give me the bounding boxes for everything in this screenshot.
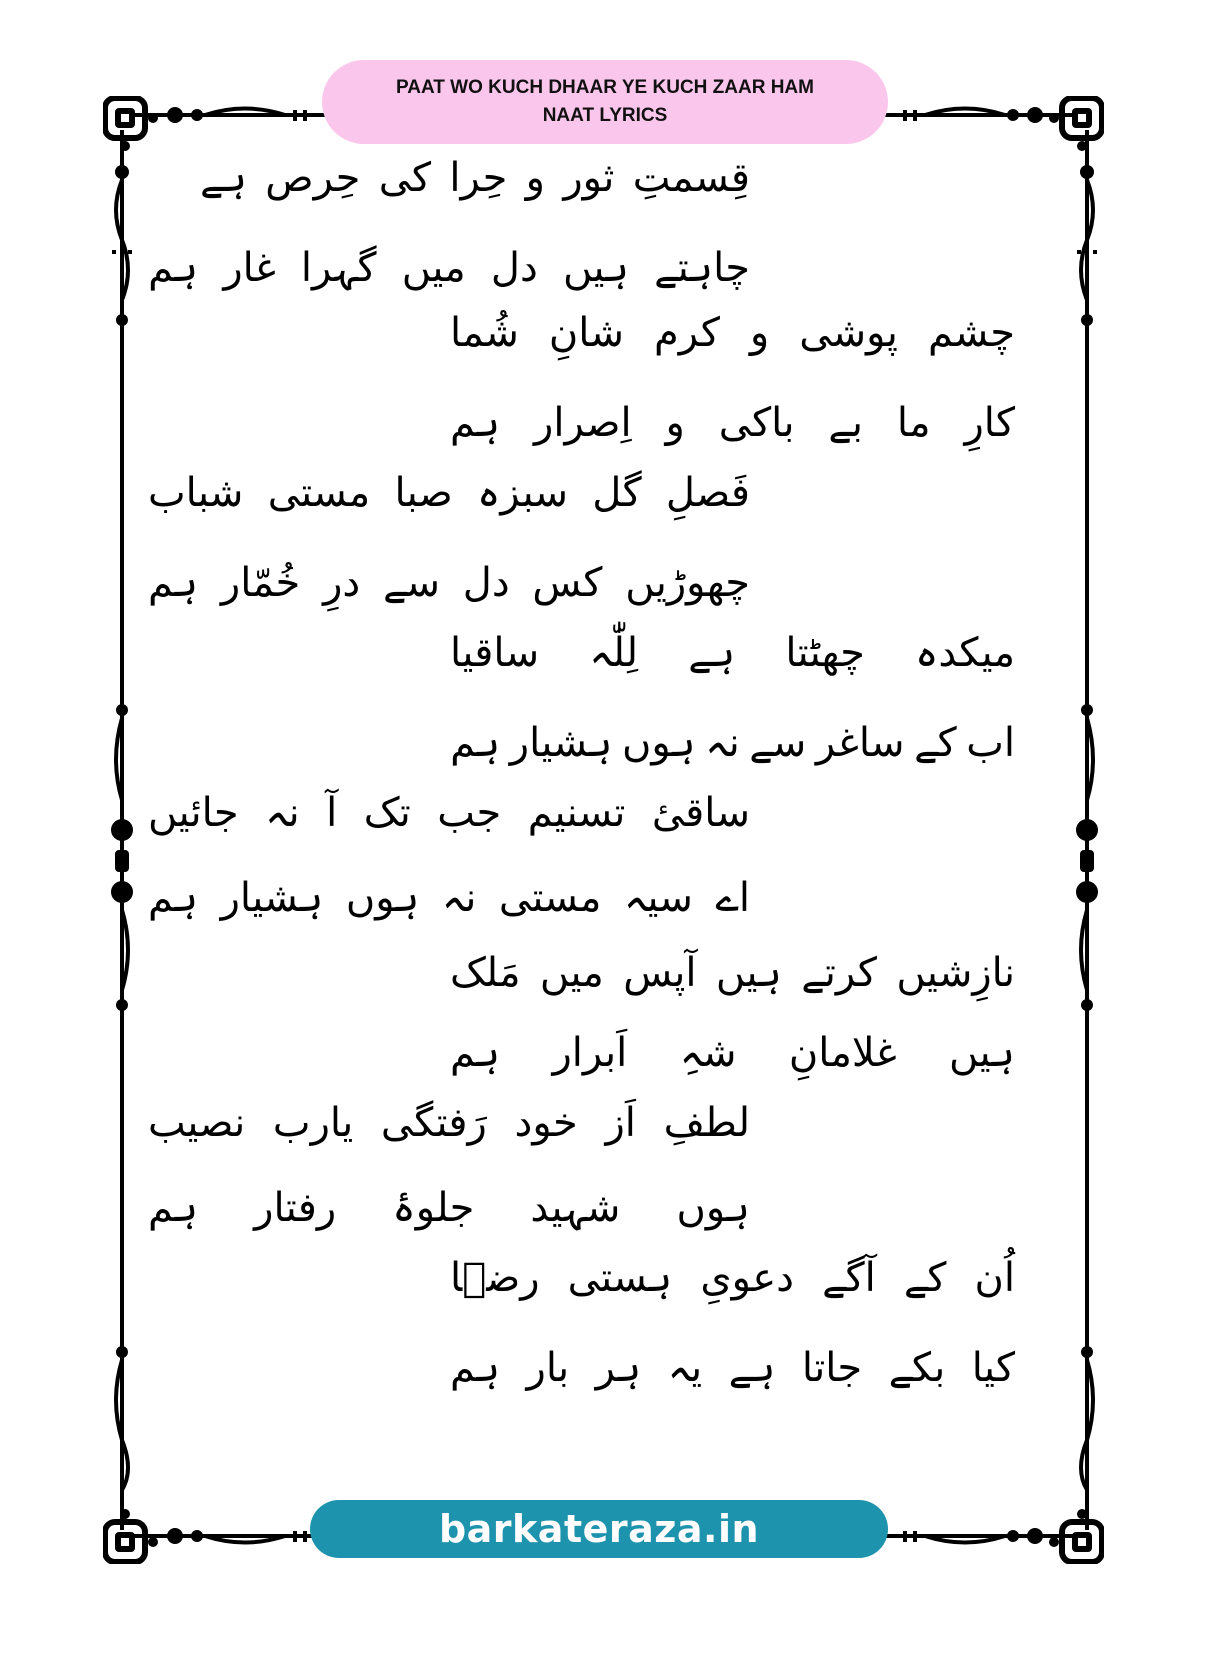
verse-line	[148, 870, 750, 926]
verse-word: قِسمتِ	[632, 155, 750, 201]
verse-word: کرتے	[801, 950, 877, 996]
verse-word: ہر	[595, 1345, 642, 1391]
verse-word: ہیں	[562, 245, 629, 291]
verse-word: مَلک	[450, 950, 521, 996]
verse-word: جائیں	[148, 790, 239, 836]
verse-word: مستی	[267, 470, 371, 516]
verse-line	[450, 945, 1015, 1001]
website-badge[interactable]	[310, 1500, 888, 1558]
verse-word: غار	[223, 245, 276, 291]
page-subtitle: NAAT LYRICS	[542, 105, 668, 126]
verse-line	[450, 625, 1015, 681]
verse-line	[148, 1180, 750, 1236]
verse-word: ہم	[450, 1345, 501, 1391]
verse-word: چاہتے	[654, 245, 750, 291]
verse-word: ہے	[688, 630, 736, 676]
verse-word: ہم	[148, 1185, 199, 1231]
verse-word: نصیب	[148, 1100, 246, 1146]
verse-word: اَبرار	[552, 1030, 628, 1076]
verse-line	[148, 240, 750, 296]
verse-word: ہم	[450, 400, 501, 446]
verse-word: ما	[896, 400, 931, 446]
verse-word: بے	[828, 400, 863, 446]
verse-word: ہیں	[949, 1030, 1015, 1076]
verse-word: گہرا	[300, 245, 377, 291]
verse-word: کرم	[654, 310, 720, 356]
bottom-flourish-icon	[895, 1521, 1045, 1551]
verse-word: آ	[326, 790, 338, 836]
verse-word: جلوۂ	[392, 1185, 475, 1231]
verse-word: غلامانِ	[788, 1030, 897, 1076]
top-flourish-icon	[895, 100, 1045, 130]
verse-word: رفتار	[254, 1185, 337, 1231]
verse-word: ہم	[450, 1030, 501, 1076]
verse-word: آپس	[623, 950, 697, 996]
verse-word: دل	[462, 560, 510, 606]
corner-ornament-icon	[103, 1508, 159, 1564]
verse-word: و	[749, 310, 770, 356]
verse-word: حِرا	[449, 155, 508, 201]
verse-word: کارِ	[964, 400, 1015, 446]
verse-word: ہشیار	[509, 720, 613, 766]
verse-word: گل	[592, 470, 642, 516]
verse-word: ساقیٔ	[651, 790, 750, 836]
verse-word: سے	[383, 560, 440, 606]
verse-word: اب	[966, 720, 1015, 766]
verse-word: نہ	[705, 720, 740, 766]
verse-word: شُما	[450, 310, 519, 356]
verse-word: باکی	[718, 400, 795, 446]
verse-word: پوشی	[799, 310, 898, 356]
verse-line	[450, 715, 1015, 771]
verse-word: اُن	[974, 1255, 1015, 1301]
verse-word: خود	[514, 1100, 578, 1146]
verse-word: نازِشیں	[896, 950, 1015, 996]
verse-line	[450, 1025, 1015, 1081]
bottom-flourish-icon	[165, 1521, 315, 1551]
verse-word: و	[525, 155, 545, 201]
verse-word: ہستی	[567, 1255, 673, 1301]
top-flourish-icon	[165, 100, 315, 130]
verse-word: نہ	[265, 790, 300, 836]
verse-word: درِ	[323, 560, 361, 606]
verse-word: ہشیار	[220, 875, 324, 921]
verse-word: حِرص	[265, 155, 361, 201]
verse-word: جب	[437, 790, 502, 836]
website-link[interactable]: barkateraza.in	[438, 1507, 760, 1551]
verse-word: چشم	[927, 310, 1015, 356]
verse-word: اے	[715, 875, 750, 921]
side-flourish-icon	[1071, 1340, 1103, 1500]
verse-word: یارب	[272, 1100, 354, 1146]
verse-line	[450, 395, 1015, 451]
verse-word: چھٹتا	[785, 630, 865, 676]
verse-word: مستی	[498, 875, 602, 921]
verse-word: بار	[526, 1345, 570, 1391]
verse-word: شباب	[148, 470, 244, 516]
side-flourish-icon	[1071, 160, 1103, 340]
verse-word: ہے	[728, 1345, 776, 1391]
verse-word: میں	[539, 950, 604, 996]
verse-word: و	[665, 400, 685, 446]
verse-word: میں	[401, 245, 466, 291]
verse-word: ساغر	[815, 720, 905, 766]
verse-word: میکدہ	[914, 630, 1015, 676]
verse-word: ہوں	[345, 875, 420, 921]
corner-ornament-icon	[1048, 96, 1104, 152]
verse-word: شہِ	[679, 1030, 737, 1076]
corner-ornament-icon	[1048, 1508, 1104, 1564]
verse-line	[148, 465, 750, 521]
verse-word: سبزہ	[476, 470, 569, 516]
verse-line	[450, 1340, 1015, 1396]
verse-word: شانِ	[548, 310, 624, 356]
corner-ornament-icon	[103, 96, 159, 152]
page-title: PAAT WO KUCH DHAAR YE KUCH ZAAR HAM	[396, 77, 814, 98]
verse-word: کیا	[971, 1345, 1015, 1391]
verse-line	[450, 305, 1015, 361]
verse-line	[148, 1095, 750, 1151]
title-badge	[322, 60, 888, 144]
verse-word: تسنیم	[527, 790, 626, 836]
verse-word: ہے	[200, 155, 247, 201]
verse-word: کس	[532, 560, 603, 606]
verse-word: دل	[490, 245, 538, 291]
verse-word: اِصرار	[534, 400, 632, 446]
verse-word: خُمّار	[220, 560, 301, 606]
verse-word: رَفتگی	[380, 1100, 487, 1146]
verse-word: جاتا	[801, 1345, 863, 1391]
verse-word: نہ	[441, 875, 477, 921]
verse-word: بکے	[888, 1345, 946, 1391]
verse-word: ہیں	[715, 950, 782, 996]
verse-word: تک	[363, 790, 411, 836]
verse-word: شہید	[530, 1185, 621, 1231]
verse-word: صبا	[394, 470, 453, 516]
verse-word: کی	[378, 155, 432, 201]
verse-word: لِلّٰہ	[589, 630, 639, 676]
verse-word: ہوں	[622, 720, 696, 766]
side-flourish-icon	[1071, 700, 1103, 1020]
verse-line	[148, 555, 750, 611]
verse-word: کے	[914, 720, 957, 766]
verse-line	[200, 150, 750, 206]
verse-word: آگے	[822, 1255, 876, 1301]
verse-word: لطفِ	[663, 1100, 750, 1146]
verse-word: ہم	[148, 875, 199, 921]
verse-word: ہم	[148, 245, 199, 291]
verse-line	[450, 1250, 1015, 1306]
verse-word: ساقیا	[450, 630, 540, 676]
verse-line	[148, 785, 750, 841]
verse-word: ہوں	[676, 1185, 750, 1231]
verse-word: ثور	[563, 155, 615, 201]
verse-word: رضؔا	[450, 1255, 540, 1301]
verse-word: سیہ	[623, 875, 693, 921]
verse-word: یہ	[667, 1345, 703, 1391]
side-flourish-icon	[106, 1340, 138, 1500]
verse-word: چھوڑیں	[625, 560, 750, 606]
side-flourish-icon	[106, 700, 138, 1020]
verse-word: ہم	[148, 560, 199, 606]
verse-word: دعویِ	[700, 1255, 794, 1301]
verse-word: اَز	[605, 1100, 636, 1146]
verse-word: سے	[749, 720, 807, 766]
verse-word: ہم	[450, 720, 501, 766]
verse-word: فَصلِ	[665, 470, 750, 516]
side-flourish-icon	[106, 160, 138, 340]
verse-word: کے	[903, 1255, 947, 1301]
